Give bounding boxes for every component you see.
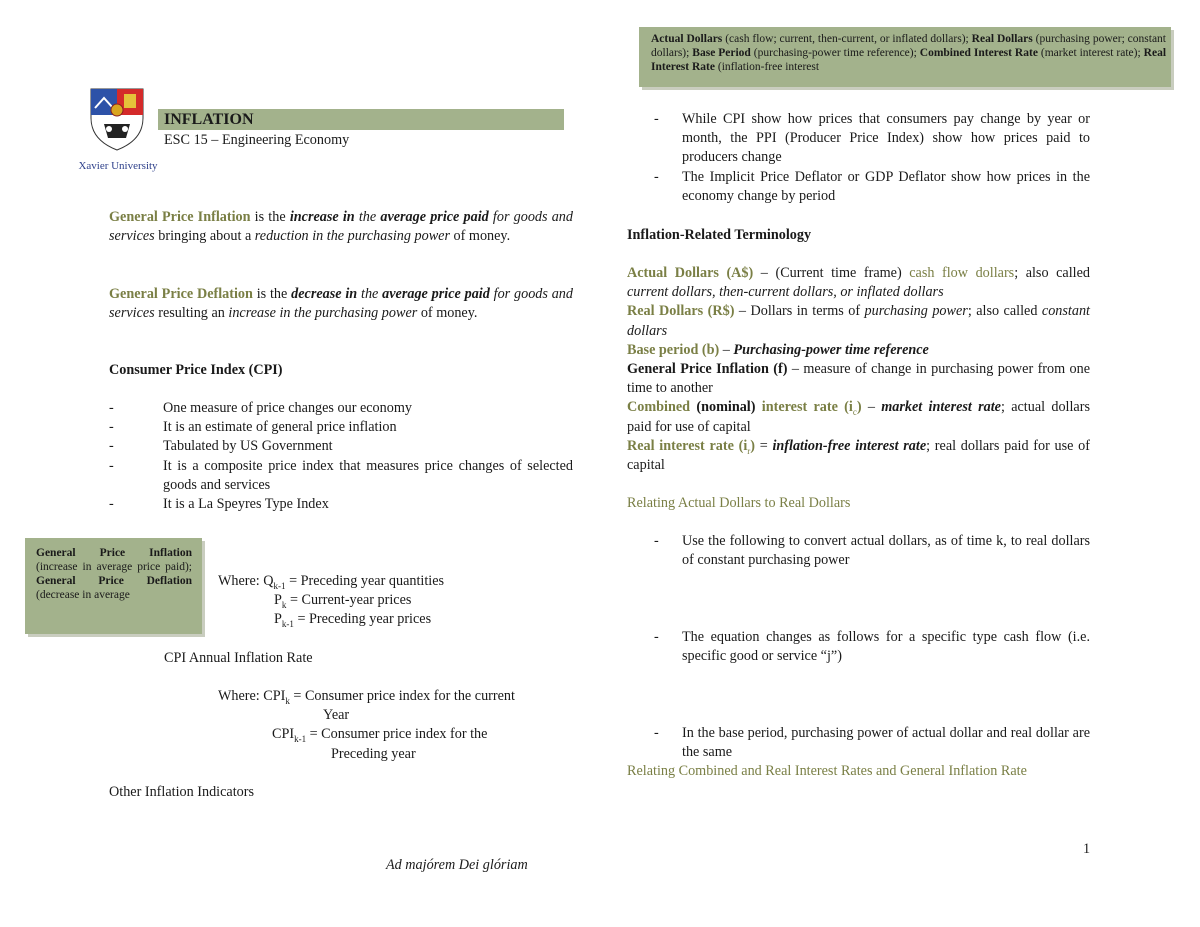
where-block-1: Where: $Q_{k-1}$ = Preceding year quantities $P_k$ = Current-year prices $P_{k-1}$ = Preceding year prices (218, 573, 445, 630)
list-item: - It is a composite price index that measures price changes of selected goods and services (109, 457, 573, 495)
list-item: - While CPI show how prices that consumers pay change by year or month, the PPI (Producer Price Index) show how prices paid to producers change (654, 110, 1090, 168)
gpi-definition: General Price Inflation is the increase in the average price paid for goods and services bringing about a reduction in the purchasing power of money. (109, 209, 573, 245)
term-real-dollars: Real Dollars (R$) – Dollars in terms of purchasing power; also called constant dollars (627, 303, 1090, 339)
terminology-heading: Inflation-Related Terminology (627, 227, 812, 243)
university-seal-icon (72, 88, 164, 154)
top-summary-box: Actual Dollars (cash flow; current, then-current, or inflated dollars); Real Dollars (purchasing power; constant dollars); Base Period (purchasing-power time reference); Combined Interest Rate (market interest rate); Real Interest Rate (inflation-free interest (639, 27, 1171, 87)
cpi-rate-heading: CPI Annual Inflation Rate (164, 650, 313, 666)
cpi-bullet-list (109, 399, 573, 514)
other-indicators-heading: Other Inflation Indicators (109, 784, 254, 800)
list-item: - The equation changes as follows for a specific type cash flow (i.e. specific good or service “j”) (654, 628, 1090, 666)
conversion-bullet-a (654, 532, 1090, 570)
cpi-heading: Consumer Price Index (CPI) (109, 362, 283, 378)
page-number: 1 (1083, 841, 1091, 857)
term-combined-rate: Combined (nominal) interest rate $(i_c)$ – market interest rate; actual dollars paid for use of capital (627, 399, 1090, 435)
logo-text: Xavier University (78, 160, 158, 173)
side-note-box: General Price Inflation (increase in average price paid); General Price Deflation (decrease in average (25, 538, 202, 634)
page-title: INFLATION (164, 111, 254, 128)
conversion-bullet-c (654, 724, 1090, 762)
course-subtitle: ESC 15 – Engineering Economy (164, 132, 350, 148)
terminology-list (627, 264, 1090, 475)
list-item: - Use the following to convert actual dollars, as of time k, to real dollars of constant purchasing power (654, 532, 1090, 570)
term-general-price-inflation: General Price Inflation (f) – measure of change in purchasing power from one time to another (627, 361, 1091, 397)
conversion-bullet-b (654, 628, 1090, 666)
relating-rates-heading: Relating Combined and Real Interest Rates and General Inflation Rate (627, 763, 1027, 779)
term-base-period: Base period (b) – Purchasing-power time reference (627, 341, 929, 358)
gpd-definition: General Price Deflation is the decrease in the average price paid for goods and services resulting an increase in the purchasing power of money. (109, 286, 573, 322)
list-item: - It is an estimate of general price inflation (109, 418, 573, 437)
list-item: - The Implicit Price Deflator or GDP Deflator show how prices in the economy change by period (654, 168, 1090, 206)
indicator-bullet-list (654, 110, 1090, 206)
footer-motto: Ad majórem Dei glóriam (386, 857, 528, 873)
list-item: - In the base period, purchasing power of actual dollar and real dollar are the same (654, 724, 1090, 762)
where-block-2: Where: $CPI_k$ = Consumer price index for the current Year $CPI_{k-1}$ = Consumer price index for the Preceding year (218, 688, 515, 762)
relating-dollars-heading: Relating Actual Dollars to Real Dollars (627, 495, 851, 511)
list-item: - It is a La Speyres Type Index (109, 495, 573, 514)
term-actual-dollars: Actual Dollars (A$) – (Current time frame) cash flow dollars; also called current dollars, then-current dollars, or inflated dollars (627, 265, 1090, 301)
university-logo (72, 88, 164, 173)
list-item: - One measure of price changes our economy (109, 399, 573, 418)
list-item: - Tabulated by US Government (109, 437, 573, 456)
term-real-rate: Real interest rate $(i_r)$ = inflation-free interest rate; real dollars paid for use of capital (627, 437, 1090, 474)
